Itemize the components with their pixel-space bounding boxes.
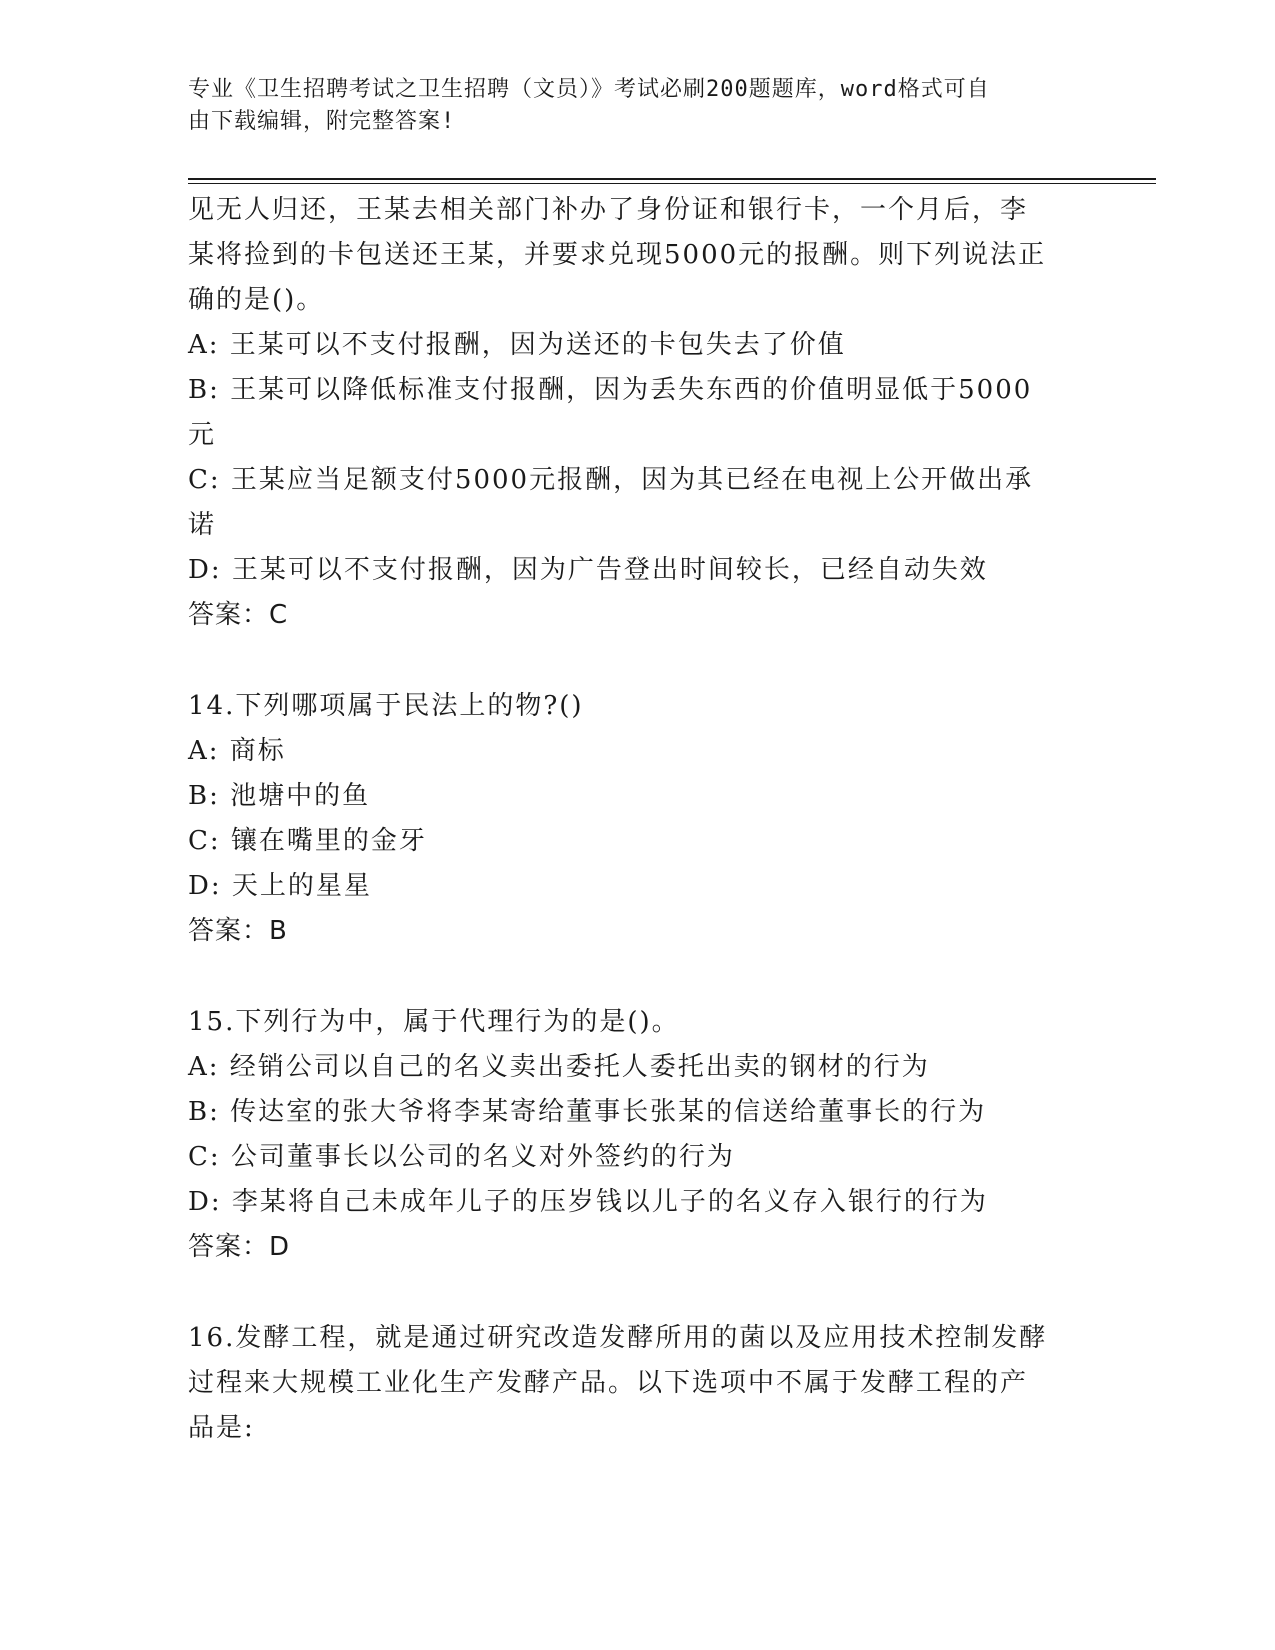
- question-15-option-b: B: 传达室的张大爷将李某寄给董事长张某的信送给董事长的行为: [188, 1097, 987, 1127]
- question-15-option-c: C: 公司董事长以公司的名义对外签约的行为: [188, 1142, 735, 1172]
- spacer: [188, 638, 1088, 684]
- question-13-option-b: B: 王某可以降低标准支付报酬，因为丢失东西的价值明显低于5000: [188, 375, 1033, 405]
- question-16-text-line-3: 品是:: [188, 1413, 255, 1443]
- question-14-option-c: C: 镶在嘴里的金牙: [188, 826, 427, 856]
- question-14-text: 14.下列哪项属于民法上的物?(): [188, 691, 584, 721]
- question-15-text: 15.下列行为中，属于代理行为的是()。: [188, 1007, 680, 1037]
- question-16-text-line-2: 过程来大规模工业化生产发酵产品。以下选项中不属于发酵工程的产: [188, 1368, 1029, 1398]
- question-14-option-d: D: 天上的星星: [188, 871, 372, 901]
- header-line-2: 由下载编辑，附完整答案!: [188, 109, 456, 134]
- question-13-option-a: A: 王某可以不支付报酬，因为送还的卡包失去了价值: [188, 330, 846, 360]
- header-divider-thick: [188, 178, 1156, 180]
- question-content: [188, 188, 1088, 1451]
- question-15-option-d: D: 李某将自己未成年儿子的压岁钱以儿子的名义存入银行的行为: [188, 1187, 988, 1217]
- question-13-option-d: D: 王某可以不支付报酬，因为广告登出时间较长，已经自动失效: [188, 555, 988, 585]
- question-13-text-line-3: 确的是()。: [188, 285, 325, 315]
- question-16-text-line-1: 16.发酵工程，就是通过研究改造发酵所用的菌以及应用技术控制发酵: [188, 1323, 1048, 1353]
- document-header: [188, 74, 1068, 138]
- question-13: [188, 188, 1088, 638]
- header-divider-thin: [188, 183, 1156, 184]
- question-13-text-line-1: 见无人归还，王某去相关部门补办了身份证和银行卡，一个月后，李: [188, 195, 1029, 225]
- question-14-answer: 答案：B: [188, 916, 288, 946]
- question-13-option-c: C: 王某应当足额支付5000元报酬，因为其已经在电视上公开做出承: [188, 465, 1034, 495]
- spacer: [188, 1270, 1088, 1316]
- question-13-option-c-cont: 诺: [188, 510, 217, 540]
- question-13-option-b-cont: 元: [188, 420, 217, 450]
- spacer: [188, 954, 1088, 1000]
- question-15-answer: 答案：D: [188, 1232, 291, 1262]
- question-15: [188, 1000, 1088, 1270]
- question-13-text-line-2: 某将捡到的卡包送还王某，并要求兑现5000元的报酬。则下列说法正: [188, 240, 1047, 270]
- question-16: [188, 1316, 1088, 1451]
- question-15-option-a: A: 经销公司以自己的名义卖出委托人委托出卖的钢材的行为: [188, 1052, 930, 1082]
- question-14-option-b: B: 池塘中的鱼: [188, 781, 371, 811]
- header-line-1: 专业《卫生招聘考试之卫生招聘（文员）》考试必刷200题题库，word格式可自: [188, 77, 990, 102]
- question-14-option-a: A: 商标: [188, 736, 286, 766]
- question-14: [188, 684, 1088, 954]
- question-13-answer: 答案：C: [188, 600, 289, 630]
